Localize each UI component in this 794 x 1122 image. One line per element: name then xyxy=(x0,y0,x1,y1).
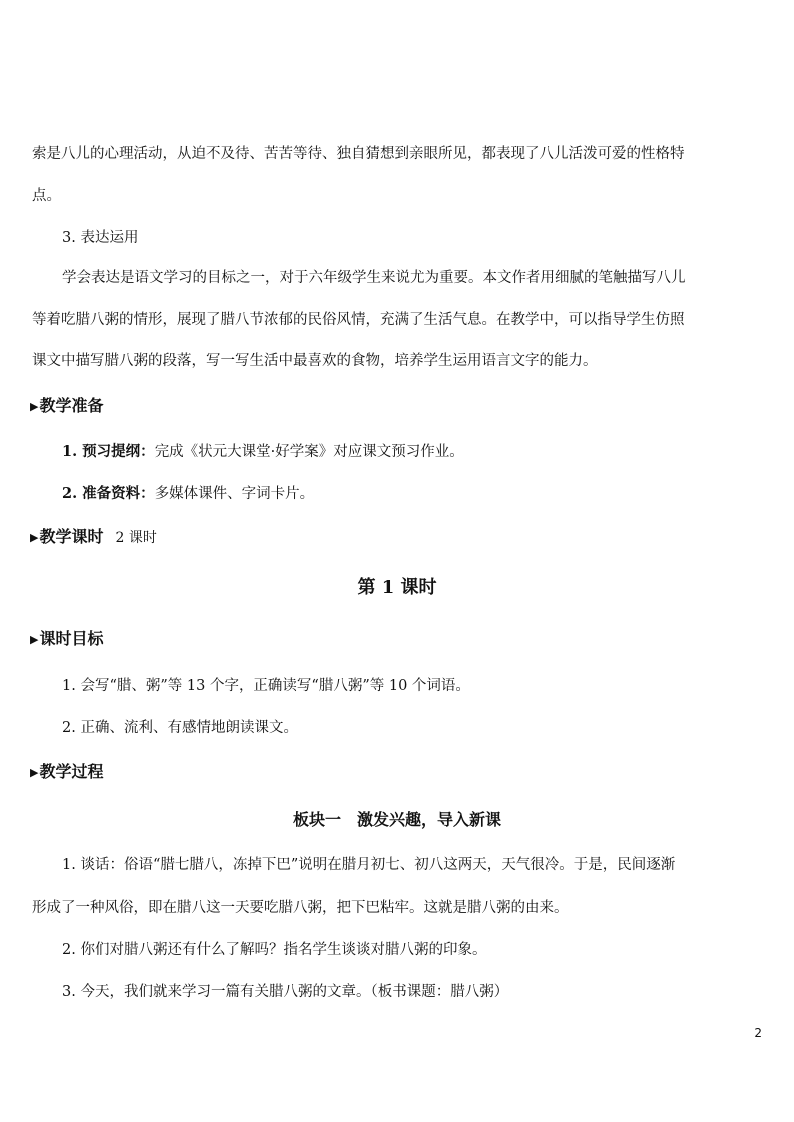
block-title: 板块一 激发兴趣，导入新课 xyxy=(292,810,501,829)
prep-item-2 xyxy=(62,483,314,505)
hours-heading-text: 教学课时 xyxy=(39,527,104,546)
lesson-title: 第 1 课时 xyxy=(357,577,437,598)
prep-item-2-lead: 2. 准备资料： xyxy=(62,485,155,502)
process-item-2: 2. 你们对腊八粥还有什么了解吗？指名学生谈谈对腊八粥的印象。 xyxy=(62,942,487,958)
prep-item-2-text: 多媒体课件、字词卡片。 xyxy=(154,486,315,502)
section3-line-3: 课文中描写腊八粥的段落，写一写生活中最喜欢的食物，培养学生运用语言文字的能力。 xyxy=(32,353,598,369)
section3-line-2: 等着吃腊八粥的情形，展现了腊八节浓郁的民俗风情，充满了生活气息。在教学中，可以指导学生仿照 xyxy=(32,312,685,328)
prep-item-1 xyxy=(62,441,464,463)
triangle-right-icon: ▶ xyxy=(30,531,39,544)
goals-heading-text: 课时目标 xyxy=(39,629,104,648)
prep-heading-text: 教学准备 xyxy=(39,396,104,415)
hours-value: 2 课时 xyxy=(115,530,157,546)
intro-line-1: 索是八儿的心理活动，从迫不及待、苦苦等待、独自猜想到亲眼所见，都表现了八儿活泼可爱的性格特 xyxy=(32,146,685,162)
goals-heading xyxy=(30,628,103,651)
process-heading-text: 教学过程 xyxy=(39,762,104,781)
process-item-1-line-1: 1. 谈话：俗语“腊七腊八，冻掉下巴”说明在腊月初七、初八这两天，天气很冷。于是，民间逐渐 xyxy=(62,857,676,873)
process-heading xyxy=(30,761,103,784)
hours-heading xyxy=(30,526,157,549)
section3-line-1: 学会表达是语文学习的目标之一，对于六年级学生来说尤为重要。本文作者用细腻的笔触描写八儿 xyxy=(62,270,686,286)
prep-heading xyxy=(30,395,103,418)
triangle-right-icon: ▶ xyxy=(30,633,39,646)
page-number: 2 xyxy=(754,1026,762,1040)
triangle-right-icon: ▶ xyxy=(30,400,39,413)
process-item-1-line-2: 形成了一种风俗，即在腊八这一天要吃腊八粥，把下巴粘牢。这就是腊八粥的由来。 xyxy=(32,900,569,916)
goal-item-1: 1. 会写“腊、粥”等 13 个字，正确读写“腊八粥”等 10 个词语。 xyxy=(62,678,470,694)
prep-item-1-text: 完成《状元大课堂·好学案》对应课文预习作业。 xyxy=(154,444,464,460)
goal-item-2: 2. 正确、流利、有感情地朗读课文。 xyxy=(62,720,298,736)
triangle-right-icon: ▶ xyxy=(30,766,39,779)
prep-item-1-lead: 1. 预习提纲： xyxy=(62,443,155,460)
section-label: 3. 表达运用 xyxy=(62,230,139,246)
process-item-3: 3. 今天，我们就来学习一篇有关腊八粥的文章。（板书课题：腊八粥） xyxy=(62,984,509,1000)
intro-line-2: 点。 xyxy=(32,188,61,204)
